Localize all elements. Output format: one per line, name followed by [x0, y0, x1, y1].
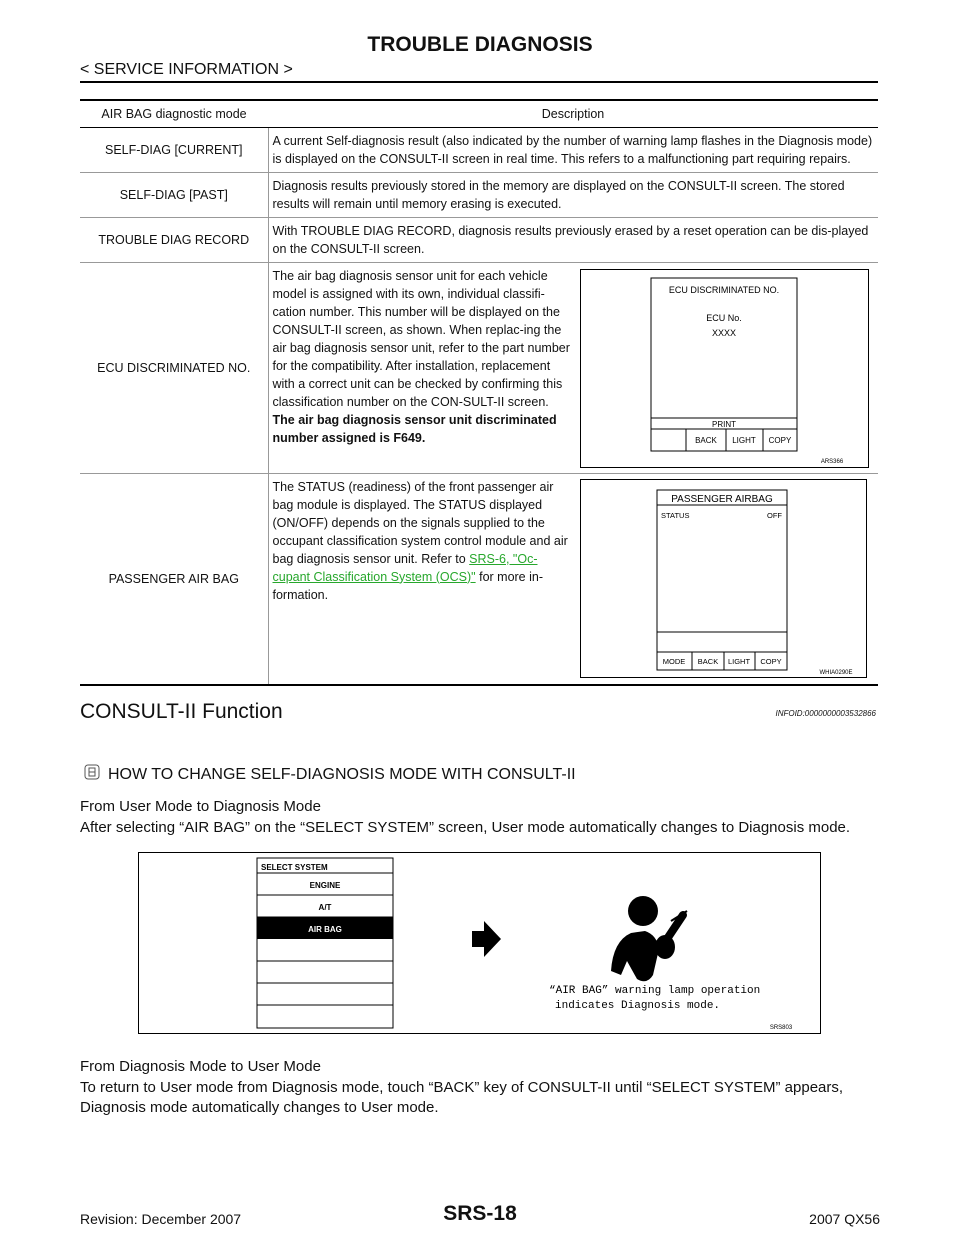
footer-revision: Revision: December 2007	[80, 1211, 242, 1227]
pab-fig-title: PASSENGER AIRBAG	[670, 493, 773, 505]
description-cell: Diagnosis results previously stored in the memory are displayed on the CONSULT-II screen. The stored results will remain until memory erasing is executed.	[268, 172, 878, 217]
select-system-svg	[139, 853, 820, 1033]
select-fig-title: SELECT SYSTEM	[261, 863, 328, 872]
ecu-screen-figure	[580, 267, 870, 469]
table-row	[80, 127, 878, 172]
mode-cell: ECU DISCRIMINATED NO.	[80, 262, 268, 473]
ecu-fig-code: ARS366	[820, 458, 843, 465]
select-fig-code: SRS803	[769, 1025, 793, 1031]
pab-fig-light-button: LIGHT	[727, 656, 750, 666]
header-divider	[80, 81, 878, 83]
select-fig-engine: ENGINE	[309, 881, 341, 890]
ecu-description-bold: The air bag diagnosis sensor unit discriminated number assigned is F649.	[272, 412, 557, 445]
description-cell: A current Self-diagnosis result (also indicated by the number of warning lamp flashes in the Diagnosis mode) is displayed on the CONSULT-II screen in real time. This refers to a malfunctioning part requiring repairs.	[268, 127, 878, 172]
diagnostic-mode-table	[80, 99, 878, 686]
description-cell	[268, 473, 878, 685]
col-header-mode: AIR BAG diagnostic mode	[80, 100, 268, 127]
airbag-warning-icon	[611, 896, 687, 981]
ocs-reference-link[interactable]: SRS-6, "Oc-cupant Classification System (OCS)"	[272, 551, 538, 584]
pab-fig-status-value: OFF	[766, 510, 782, 520]
mode-cell: SELF-DIAG [CURRENT]	[80, 127, 268, 172]
section-title: CONSULT-II Function	[80, 700, 283, 723]
select-fig-caption-1: “AIR BAG” warning lamp operation	[549, 985, 761, 997]
mode-cell: TROUBLE DIAG RECORD	[80, 217, 268, 262]
pab-fig-status-label: STATUS	[660, 510, 689, 520]
passenger-airbag-screen-figure	[580, 478, 868, 680]
ecu-description-text: The air bag diagnosis sensor unit for each vehicle model is assigned with its own, individual classifi-cation number. This number will be displayed on the CONSULT-II screen, as shown. When replac-ing the air bag diagnosis sensor unit, refer to the part number for the compatibility. After installation, replacement with a correct unit can be checked by confirming this classification number on the CON-SULT-II screen.	[272, 268, 570, 409]
pab-description-text: The STATUS (readiness) of the front passenger air bag module is displayed. The STATUS displayed (ON/OFF) depends on the signals supplied to the occupant classification system control module and air bag diagnosis sensor unit. Refer to	[272, 479, 568, 566]
select-system-figure	[138, 852, 821, 1034]
description-cell: With TROUBLE DIAG RECORD, diagnosis results previously erased by a reset operation can be dis-played on the CONSULT-II screen.	[268, 217, 878, 262]
ecu-fig-title: ECU DISCRIMINATED NO.	[668, 284, 779, 295]
info-icon	[84, 764, 100, 785]
ecu-fig-light-button: LIGHT	[731, 435, 756, 445]
page-title: TROUBLE DIAGNOSIS	[367, 33, 593, 56]
section-breadcrumb: < SERVICE INFORMATION >	[80, 61, 293, 78]
subheading	[84, 764, 576, 785]
table-header-row	[80, 100, 878, 127]
table-row	[80, 172, 878, 217]
pab-description-tail: for more in-formation.	[272, 569, 544, 602]
description-cell	[268, 262, 878, 473]
info-id: INFOID:0000000003532866	[775, 709, 876, 718]
col-header-description: Description	[268, 100, 878, 127]
pab-fig-mode-button: MODE	[662, 656, 685, 666]
ecu-screen-svg	[580, 267, 870, 469]
paragraph-text: To return to User mode from Diagnosis mode, touch “BACK” key of CONSULT-II until “SELECT SYSTEM” appears, Diagnosis mode automatically changes to User mode.	[80, 1079, 844, 1116]
mode-cell: SELF-DIAG [PAST]	[80, 172, 268, 217]
ecu-fig-label: ECU No.	[705, 312, 742, 323]
footer-page-number: SRS-18	[443, 1202, 517, 1225]
table-row	[80, 473, 878, 685]
table-row	[80, 262, 878, 473]
select-fig-airbag: AIR BAG	[308, 925, 342, 934]
subheading-text: HOW TO CHANGE SELF-DIAGNOSIS MODE WITH CONSULT-II	[108, 765, 576, 783]
select-fig-at: A/T	[318, 903, 332, 912]
ecu-fig-value: XXXX	[711, 327, 736, 338]
arrow-right-icon	[472, 921, 501, 957]
ecu-fig-back-button: BACK	[694, 435, 717, 445]
select-fig-caption-2: indicates Diagnosis mode.	[555, 1000, 721, 1012]
pab-fig-back-button: BACK	[697, 656, 718, 666]
paragraph-title: From User Mode to Diagnosis Mode	[80, 798, 321, 815]
pab-fig-code: WHIA0290E	[818, 669, 853, 676]
ecu-fig-print: PRINT	[711, 419, 736, 429]
table-row	[80, 217, 878, 262]
paragraph-text: After selecting “AIR BAG” on the “SELECT SYSTEM” screen, User mode automatically changes to Diagnosis mode.	[80, 819, 851, 836]
ecu-fig-copy-button: COPY	[768, 435, 791, 445]
passenger-airbag-screen-svg	[580, 478, 868, 680]
pab-fig-copy-button: COPY	[759, 656, 782, 666]
mode-cell: PASSENGER AIR BAG	[80, 473, 268, 685]
paragraph-title: From Diagnosis Mode to User Mode	[80, 1058, 321, 1075]
footer-model: 2007 QX56	[809, 1211, 880, 1227]
